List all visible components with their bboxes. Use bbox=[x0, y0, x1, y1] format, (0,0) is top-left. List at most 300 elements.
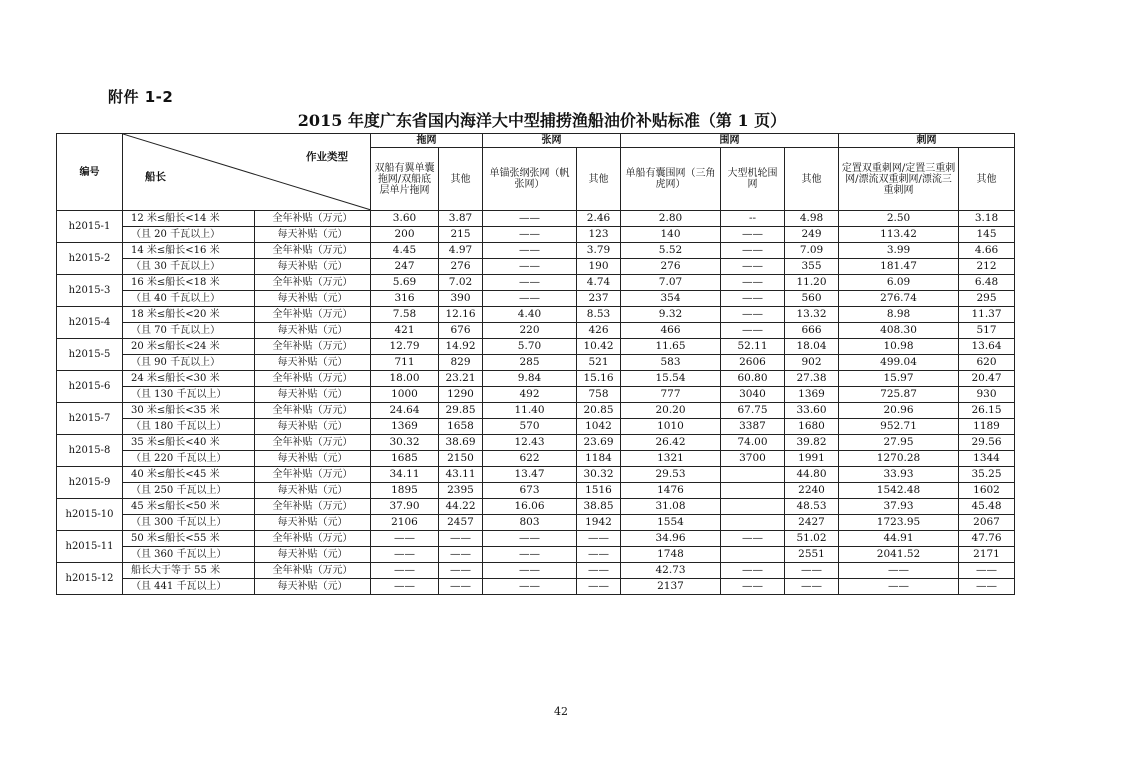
table-cell: 15.97 bbox=[839, 371, 959, 387]
table-cell: 48.53 bbox=[785, 499, 839, 515]
table-cell: 3.18 bbox=[959, 211, 1015, 227]
table-row bbox=[57, 323, 1015, 339]
table-cell: —— bbox=[483, 211, 577, 227]
unit-year: 全年补贴（万元） bbox=[255, 275, 371, 291]
table-cell: 4.74 bbox=[577, 275, 621, 291]
table-cell: 212 bbox=[959, 259, 1015, 275]
table-cell: 13.47 bbox=[483, 467, 577, 483]
row-code: h2015-3 bbox=[57, 275, 123, 307]
table-cell: 4.66 bbox=[959, 243, 1015, 259]
table-cell: 7.09 bbox=[785, 243, 839, 259]
table-cell: —— bbox=[439, 563, 483, 579]
unit-day: 每天补贴（元） bbox=[255, 483, 371, 499]
table-cell: 276 bbox=[621, 259, 721, 275]
table-cell: 8.53 bbox=[577, 307, 621, 323]
table-cell: 34.96 bbox=[621, 531, 721, 547]
table-cell: —— bbox=[721, 291, 785, 307]
page-number: 42 bbox=[554, 705, 568, 718]
table-cell: 200 bbox=[371, 227, 439, 243]
row-length-range: 35 米≤船长<40 米 bbox=[123, 435, 255, 451]
table-cell: 355 bbox=[785, 259, 839, 275]
unit-year: 全年补贴（万元） bbox=[255, 307, 371, 323]
row-length-range: 20 米≤船长<24 米 bbox=[123, 339, 255, 355]
table-cell: 67.75 bbox=[721, 403, 785, 419]
unit-year: 全年补贴（万元） bbox=[255, 531, 371, 547]
table-row bbox=[57, 259, 1015, 275]
table-cell: 1321 bbox=[621, 451, 721, 467]
table-row bbox=[57, 467, 1015, 483]
table-cell: 29.56 bbox=[959, 435, 1015, 451]
table-cell: —— bbox=[483, 275, 577, 291]
subsidy-table bbox=[56, 133, 1015, 595]
table-cell: 220 bbox=[483, 323, 577, 339]
table-cell: 20.85 bbox=[577, 403, 621, 419]
table-cell: 354 bbox=[621, 291, 721, 307]
table-cell: 777 bbox=[621, 387, 721, 403]
row-power-condition: （且 220 千瓦以上） bbox=[123, 451, 255, 467]
header-length: 船长 bbox=[145, 171, 166, 183]
table-cell: 521 bbox=[577, 355, 621, 371]
table-cell: 1042 bbox=[577, 419, 621, 435]
row-length-range: 14 米≤船长<16 米 bbox=[123, 243, 255, 259]
table-cell: 47.76 bbox=[959, 531, 1015, 547]
table-cell: —— bbox=[577, 531, 621, 547]
table-cell bbox=[721, 483, 785, 499]
table-cell: —— bbox=[439, 579, 483, 595]
table-cell: 7.07 bbox=[621, 275, 721, 291]
table-cell: 29.85 bbox=[439, 403, 483, 419]
table-cell: 33.60 bbox=[785, 403, 839, 419]
unit-year: 全年补贴（万元） bbox=[255, 371, 371, 387]
row-code: h2015-7 bbox=[57, 403, 123, 435]
table-body bbox=[57, 211, 1015, 595]
table-cell: 44.22 bbox=[439, 499, 483, 515]
table-cell: 725.87 bbox=[839, 387, 959, 403]
table-cell: 2551 bbox=[785, 547, 839, 563]
table-cell: 11.20 bbox=[785, 275, 839, 291]
table-cell: 902 bbox=[785, 355, 839, 371]
table-cell: 803 bbox=[483, 515, 577, 531]
row-code: h2015-6 bbox=[57, 371, 123, 403]
table-row bbox=[57, 419, 1015, 435]
table-cell: 466 bbox=[621, 323, 721, 339]
row-code: h2015-2 bbox=[57, 243, 123, 275]
table-cell: 1369 bbox=[785, 387, 839, 403]
table-cell: 38.69 bbox=[439, 435, 483, 451]
group-purse: 张网 bbox=[483, 134, 621, 148]
table-cell: 16.06 bbox=[483, 499, 577, 515]
table-cell: —— bbox=[371, 579, 439, 595]
row-length-range: 50 米≤船长<55 米 bbox=[123, 531, 255, 547]
table-row bbox=[57, 547, 1015, 563]
table-cell: 295 bbox=[959, 291, 1015, 307]
table-cell: 829 bbox=[439, 355, 483, 371]
table-cell: 1554 bbox=[621, 515, 721, 531]
table-cell: 1685 bbox=[371, 451, 439, 467]
table-cell: 249 bbox=[785, 227, 839, 243]
table-cell: 1542.48 bbox=[839, 483, 959, 499]
table-row bbox=[57, 403, 1015, 419]
sub-trawl-main: 双船有翼单囊拖网/双船底层单片拖网 bbox=[371, 148, 439, 211]
unit-year: 全年补贴（万元） bbox=[255, 435, 371, 451]
table-cell: 570 bbox=[483, 419, 577, 435]
table-cell: 29.53 bbox=[621, 467, 721, 483]
table-row bbox=[57, 531, 1015, 547]
table-cell: 39.82 bbox=[785, 435, 839, 451]
sub-gill-main: 定置双重刺网/定置三重刺网/漂流双重刺网/漂流三重刺网 bbox=[839, 148, 959, 211]
row-power-condition: （且 40 千瓦以上） bbox=[123, 291, 255, 307]
table-cell: 1344 bbox=[959, 451, 1015, 467]
table-cell: 14.92 bbox=[439, 339, 483, 355]
table-cell: 23.69 bbox=[577, 435, 621, 451]
table-cell: 30.32 bbox=[371, 435, 439, 451]
table-cell: 4.98 bbox=[785, 211, 839, 227]
row-power-condition: （且 20 千瓦以上） bbox=[123, 227, 255, 243]
table-cell: 15.16 bbox=[577, 371, 621, 387]
table-cell: 1748 bbox=[621, 547, 721, 563]
table-cell: 1290 bbox=[439, 387, 483, 403]
table-cell: 2.50 bbox=[839, 211, 959, 227]
table-cell: 6.09 bbox=[839, 275, 959, 291]
table-cell: —— bbox=[839, 563, 959, 579]
table-cell: 517 bbox=[959, 323, 1015, 339]
unit-day: 每天补贴（元） bbox=[255, 387, 371, 403]
table-cell: 426 bbox=[577, 323, 621, 339]
table-cell: 1000 bbox=[371, 387, 439, 403]
table-cell: 622 bbox=[483, 451, 577, 467]
row-power-condition: （且 300 千瓦以上） bbox=[123, 515, 255, 531]
table-row bbox=[57, 451, 1015, 467]
table-cell: 1895 bbox=[371, 483, 439, 499]
table-cell: 18.04 bbox=[785, 339, 839, 355]
table-row bbox=[57, 515, 1015, 531]
row-code: h2015-4 bbox=[57, 307, 123, 339]
table-cell: 930 bbox=[959, 387, 1015, 403]
table-row bbox=[57, 211, 1015, 227]
row-power-condition: （且 130 千瓦以上） bbox=[123, 387, 255, 403]
table-cell: 123 bbox=[577, 227, 621, 243]
table-cell: 1476 bbox=[621, 483, 721, 499]
table-cell: —— bbox=[439, 531, 483, 547]
table-cell: 20.47 bbox=[959, 371, 1015, 387]
table-cell: 27.95 bbox=[839, 435, 959, 451]
table-cell: —— bbox=[721, 563, 785, 579]
table-cell: 2395 bbox=[439, 483, 483, 499]
table-cell: 492 bbox=[483, 387, 577, 403]
table-cell: —— bbox=[839, 579, 959, 595]
table-cell: 11.65 bbox=[621, 339, 721, 355]
table-cell: 1189 bbox=[959, 419, 1015, 435]
table-cell: 3.87 bbox=[439, 211, 483, 227]
table-cell: 3.99 bbox=[839, 243, 959, 259]
table-cell: 408.30 bbox=[839, 323, 959, 339]
row-power-condition: （且 250 千瓦以上） bbox=[123, 483, 255, 499]
table-cell: —— bbox=[721, 531, 785, 547]
table-cell: 1942 bbox=[577, 515, 621, 531]
unit-day: 每天补贴（元） bbox=[255, 227, 371, 243]
table-cell: 3700 bbox=[721, 451, 785, 467]
table-cell: —— bbox=[577, 563, 621, 579]
table-cell: 316 bbox=[371, 291, 439, 307]
row-length-range: 12 米≤船长<14 米 bbox=[123, 211, 255, 227]
table-cell: —— bbox=[785, 579, 839, 595]
row-power-condition: （且 70 千瓦以上） bbox=[123, 323, 255, 339]
group-seine: 围网 bbox=[621, 134, 839, 148]
table-cell: 1184 bbox=[577, 451, 621, 467]
table-cell: 5.52 bbox=[621, 243, 721, 259]
table-cell: 6.48 bbox=[959, 275, 1015, 291]
table-cell bbox=[721, 515, 785, 531]
table-cell: —— bbox=[721, 307, 785, 323]
table-cell: —— bbox=[483, 243, 577, 259]
table-cell: 9.84 bbox=[483, 371, 577, 387]
page-title: 2015 年度广东省国内海洋大中型捕捞渔船油价补贴标准（第 1 页） bbox=[297, 111, 787, 130]
unit-year: 全年补贴（万元） bbox=[255, 403, 371, 419]
table-cell: 247 bbox=[371, 259, 439, 275]
table-cell bbox=[721, 499, 785, 515]
unit-year: 全年补贴（万元） bbox=[255, 563, 371, 579]
table-cell: 1516 bbox=[577, 483, 621, 499]
table-cell: 11.37 bbox=[959, 307, 1015, 323]
table-cell: 44.91 bbox=[839, 531, 959, 547]
table-cell: 3040 bbox=[721, 387, 785, 403]
table-cell: 2106 bbox=[371, 515, 439, 531]
unit-day: 每天补贴（元） bbox=[255, 259, 371, 275]
table-row bbox=[57, 243, 1015, 259]
table-cell: 2240 bbox=[785, 483, 839, 499]
table-cell: 499.04 bbox=[839, 355, 959, 371]
row-code: h2015-8 bbox=[57, 435, 123, 467]
attachment-label: 附件 1-2 bbox=[108, 88, 174, 106]
row-length-range: 18 米≤船长<20 米 bbox=[123, 307, 255, 323]
unit-day: 每天补贴（元） bbox=[255, 515, 371, 531]
table-cell: —— bbox=[959, 579, 1015, 595]
table-row bbox=[57, 387, 1015, 403]
unit-year: 全年补贴（万元） bbox=[255, 467, 371, 483]
table-cell: 31.08 bbox=[621, 499, 721, 515]
unit-year: 全年补贴（万元） bbox=[255, 499, 371, 515]
table-cell: 181.47 bbox=[839, 259, 959, 275]
table-cell: 285 bbox=[483, 355, 577, 371]
unit-day: 每天补贴（元） bbox=[255, 291, 371, 307]
row-power-condition: （且 180 千瓦以上） bbox=[123, 419, 255, 435]
table-cell: 43.11 bbox=[439, 467, 483, 483]
table-cell: 2067 bbox=[959, 515, 1015, 531]
table-row bbox=[57, 355, 1015, 371]
table-cell: —— bbox=[483, 259, 577, 275]
table-cell: 673 bbox=[483, 483, 577, 499]
group-gill: 刺网 bbox=[839, 134, 1015, 148]
sub-purse-main: 单锚张纲张网（帆张网） bbox=[483, 148, 577, 211]
table-cell: —— bbox=[721, 227, 785, 243]
table-cell: 42.73 bbox=[621, 563, 721, 579]
table-cell: —— bbox=[721, 243, 785, 259]
table-cell: —— bbox=[721, 579, 785, 595]
table-cell: 13.64 bbox=[959, 339, 1015, 355]
group-trawl: 拖网 bbox=[371, 134, 483, 148]
table-cell: 60.80 bbox=[721, 371, 785, 387]
table-cell: 10.98 bbox=[839, 339, 959, 355]
header-type: 作业类型 bbox=[306, 151, 348, 163]
row-length-range: 30 米≤船长<35 米 bbox=[123, 403, 255, 419]
table-cell: 421 bbox=[371, 323, 439, 339]
table-cell: —— bbox=[483, 547, 577, 563]
table-cell: 113.42 bbox=[839, 227, 959, 243]
table-cell: —— bbox=[371, 531, 439, 547]
sub-seine-other: 其他 bbox=[785, 148, 839, 211]
table-cell: 20.20 bbox=[621, 403, 721, 419]
table-cell: 35.25 bbox=[959, 467, 1015, 483]
table-row bbox=[57, 371, 1015, 387]
table-cell: 8.98 bbox=[839, 307, 959, 323]
table-cell: 952.71 bbox=[839, 419, 959, 435]
row-length-range: 45 米≤船长<50 米 bbox=[123, 499, 255, 515]
row-power-condition: （且 441 千瓦以上） bbox=[123, 579, 255, 595]
table-row bbox=[57, 275, 1015, 291]
table-cell: 10.42 bbox=[577, 339, 621, 355]
unit-year: 全年补贴（万元） bbox=[255, 243, 371, 259]
unit-day: 每天补贴（元） bbox=[255, 355, 371, 371]
table-cell: —— bbox=[483, 227, 577, 243]
table-cell: 390 bbox=[439, 291, 483, 307]
table-cell: 33.93 bbox=[839, 467, 959, 483]
table-cell: 2457 bbox=[439, 515, 483, 531]
table-row bbox=[57, 435, 1015, 451]
table-cell: —— bbox=[483, 563, 577, 579]
table-cell: 1658 bbox=[439, 419, 483, 435]
table-cell: —— bbox=[577, 579, 621, 595]
unit-day: 每天补贴（元） bbox=[255, 419, 371, 435]
table-cell: 37.93 bbox=[839, 499, 959, 515]
table-cell: 3387 bbox=[721, 419, 785, 435]
row-length-range: 24 米≤船长<30 米 bbox=[123, 371, 255, 387]
table-cell: 666 bbox=[785, 323, 839, 339]
table-cell: 20.96 bbox=[839, 403, 959, 419]
table-cell: 44.80 bbox=[785, 467, 839, 483]
table-cell: —— bbox=[371, 563, 439, 579]
table-cell: 5.69 bbox=[371, 275, 439, 291]
table-row bbox=[57, 563, 1015, 579]
table-cell: 560 bbox=[785, 291, 839, 307]
table-cell: —— bbox=[577, 547, 621, 563]
row-code: h2015-11 bbox=[57, 531, 123, 563]
table-cell: -- bbox=[721, 211, 785, 227]
table-cell: 13.32 bbox=[785, 307, 839, 323]
table-row bbox=[57, 579, 1015, 595]
table-cell: 15.54 bbox=[621, 371, 721, 387]
unit-day: 每天补贴（元） bbox=[255, 323, 371, 339]
table-cell: 1602 bbox=[959, 483, 1015, 499]
table-cell: 2.80 bbox=[621, 211, 721, 227]
sub-purse-other: 其他 bbox=[577, 148, 621, 211]
table-cell: 145 bbox=[959, 227, 1015, 243]
row-power-condition: （且 360 千瓦以上） bbox=[123, 547, 255, 563]
row-code: h2015-9 bbox=[57, 467, 123, 499]
sub-trawl-other: 其他 bbox=[439, 148, 483, 211]
table-cell: 26.15 bbox=[959, 403, 1015, 419]
table-cell: 51.02 bbox=[785, 531, 839, 547]
table-cell: 12.16 bbox=[439, 307, 483, 323]
table-cell: 1680 bbox=[785, 419, 839, 435]
table-cell: —— bbox=[721, 275, 785, 291]
table-row bbox=[57, 339, 1015, 355]
table-cell: 11.40 bbox=[483, 403, 577, 419]
table-cell bbox=[721, 467, 785, 483]
table-cell bbox=[721, 547, 785, 563]
table-cell: 711 bbox=[371, 355, 439, 371]
table-cell: 1010 bbox=[621, 419, 721, 435]
table-cell: 30.32 bbox=[577, 467, 621, 483]
table-cell: —— bbox=[439, 547, 483, 563]
table-cell: 18.00 bbox=[371, 371, 439, 387]
row-code: h2015-10 bbox=[57, 499, 123, 531]
table-cell: 52.11 bbox=[721, 339, 785, 355]
table-cell: 37.90 bbox=[371, 499, 439, 515]
unit-year: 全年补贴（万元） bbox=[255, 211, 371, 227]
table-cell: 74.00 bbox=[721, 435, 785, 451]
table-cell: 27.38 bbox=[785, 371, 839, 387]
table-cell: —— bbox=[371, 547, 439, 563]
unit-day: 每天补贴（元） bbox=[255, 579, 371, 595]
table-cell: 2.46 bbox=[577, 211, 621, 227]
table-cell: 38.85 bbox=[577, 499, 621, 515]
table-cell: 3.60 bbox=[371, 211, 439, 227]
table-cell: 4.97 bbox=[439, 243, 483, 259]
row-power-condition: （且 90 千瓦以上） bbox=[123, 355, 255, 371]
table-cell: 4.40 bbox=[483, 307, 577, 323]
table-cell: 1723.95 bbox=[839, 515, 959, 531]
table-cell: 24.64 bbox=[371, 403, 439, 419]
table-cell: 12.43 bbox=[483, 435, 577, 451]
table-cell: 2150 bbox=[439, 451, 483, 467]
table-cell: 215 bbox=[439, 227, 483, 243]
table-cell: —— bbox=[483, 579, 577, 595]
table-cell: 2606 bbox=[721, 355, 785, 371]
table-row bbox=[57, 307, 1015, 323]
row-code: h2015-1 bbox=[57, 211, 123, 243]
unit-day: 每天补贴（元） bbox=[255, 451, 371, 467]
table-cell: 140 bbox=[621, 227, 721, 243]
table-cell: 190 bbox=[577, 259, 621, 275]
row-code: h2015-12 bbox=[57, 563, 123, 595]
table-cell: 2171 bbox=[959, 547, 1015, 563]
table-cell: —— bbox=[959, 563, 1015, 579]
table-cell: 583 bbox=[621, 355, 721, 371]
table-cell: —— bbox=[483, 291, 577, 307]
header-code: 编号 bbox=[57, 134, 123, 211]
table-cell: 34.11 bbox=[371, 467, 439, 483]
table-cell: 276 bbox=[439, 259, 483, 275]
table-row bbox=[57, 499, 1015, 515]
table-cell: 620 bbox=[959, 355, 1015, 371]
row-power-condition: （且 30 千瓦以上） bbox=[123, 259, 255, 275]
table-cell: 2041.52 bbox=[839, 547, 959, 563]
table-cell: 9.32 bbox=[621, 307, 721, 323]
row-length-range: 40 米≤船长<45 米 bbox=[123, 467, 255, 483]
sub-gill-other: 其他 bbox=[959, 148, 1015, 211]
unit-year: 全年补贴（万元） bbox=[255, 339, 371, 355]
row-length-range: 16 米≤船长<18 米 bbox=[123, 275, 255, 291]
table-row bbox=[57, 227, 1015, 243]
table-cell: 237 bbox=[577, 291, 621, 307]
table-cell: 23.21 bbox=[439, 371, 483, 387]
row-code: h2015-5 bbox=[57, 339, 123, 371]
table-cell: 1369 bbox=[371, 419, 439, 435]
table-cell: —— bbox=[785, 563, 839, 579]
table-cell: 1991 bbox=[785, 451, 839, 467]
table-row bbox=[57, 483, 1015, 499]
sub-seine-light: 大型机轮围网 bbox=[721, 148, 785, 211]
